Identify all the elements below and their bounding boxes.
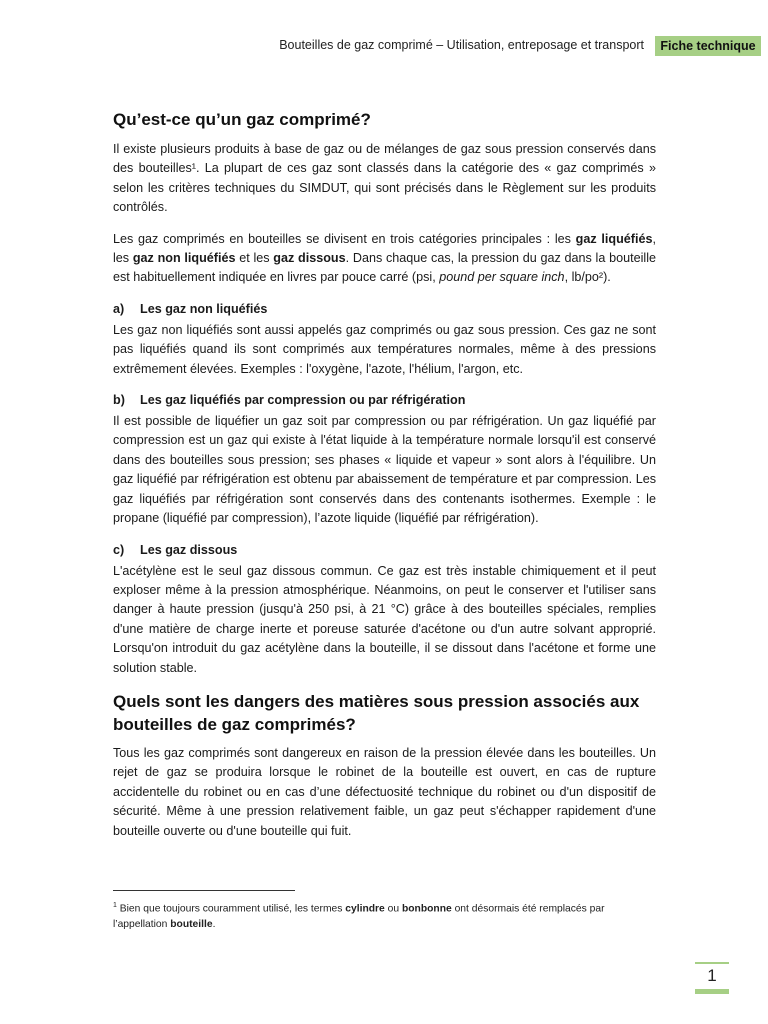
page-number-box (695, 962, 729, 994)
italic-term: pound per square inch (439, 270, 565, 285)
subsection-b-text: Il est possible de liquéfier un gaz soit par compression ou par réfrigération. Un gaz liquéfié par compression est un gaz qui existe à l'état liquide à la température normale lorsqu'il est conservé dans des bouteilles sous pression; ses phases « liquide et vapeur » sont alors à l'équilibre. Un gaz liquéfié par réfrigération est obtenu par abaissement de température et par compression. Les gaz liquéfiés par réfrigération sont conservés dans des contenants isothermes. Exemple : le propane (liquéfié par compression), l’azote liquide (liquéfié par réfrigération). (113, 414, 656, 526)
page-header (0, 36, 768, 58)
subsection-letter: a) (113, 301, 125, 316)
footnote-separator (113, 890, 295, 891)
bold-cylindre: cylindre (345, 903, 385, 915)
text-run: ou (384, 903, 402, 915)
text-run: , les (113, 231, 656, 266)
page-number-bottom-rule (695, 989, 729, 994)
subsection-c-heading (113, 541, 656, 560)
section1-paragraph-2 (113, 230, 656, 288)
subsection-title: Les gaz non liquéfiés (140, 301, 268, 316)
text-run: . (212, 919, 216, 931)
text-run: Les gaz comprimés en bouteilles se divisent en trois catégories principales : les (113, 231, 576, 246)
footnote-mark: 1 (113, 902, 117, 909)
bold-bouteille: bouteille (170, 919, 213, 931)
bold-gaz-liquefies: gaz liquéfiés (575, 231, 653, 246)
text-run: , lb/po²). (564, 270, 611, 285)
subsection-c-text: L'acétylène est le seul gaz dissous commun. Ce gaz est très instable chimiquement et il peut exploser même à la pression atmosphérique. Néanmoins, on peut le conserver et l'utiliser sans danger à haute pression (jusqu'à 250 psi, à 21 °C) grâce à des bouteilles spéciales, remplies d'une matière de charge inerte et poreuse saturée d'acétone ou d'un autre solvant approprié. Lorsqu'on introduit du gaz acétylène dans la bouteille, il se dissout dans l'acétone et forme une solution stable. (113, 563, 656, 675)
section1-paragraph-1: Il existe plusieurs produits à base de gaz ou de mélanges de gaz sous pression conservés dans des bouteilles¹. La plupart de ces gaz sont classés dans la catégorie des « gaz comprimés » selon les critères techniques du SIMDUT, qui sont précisés dans le Règlement sur les produits contrôlés. (113, 142, 656, 215)
subsection-a-heading (113, 300, 656, 319)
main-content (113, 110, 656, 853)
text-run: et les (235, 251, 274, 266)
subsection-b-heading (113, 391, 656, 410)
subsection-letter: c) (113, 542, 125, 557)
header-title: Bouteilles de gaz comprimé – Utilisation, entreposage et transport (279, 38, 644, 52)
footnote (113, 898, 658, 933)
section2-title: Quels sont les dangers des matières sous pression associés aux bouteilles de gaz comprimés? (113, 691, 640, 734)
section2-paragraph-1: Tous les gaz comprimés sont dangereux en raison de la pression élevée dans les bouteilles. Un rejet de gaz se produira lorsque le robinet de la bouteille est ouvert, en cas de rupture accidentelle du robinet ou en cas d’une défectuosité technique du robinet ou d'un dispositif de sécurité. Même à une pression relativement faible, un gaz peut s'échapper rapidement d'une bouteille ouverte ou d'une bouteille qui fuit. (113, 745, 656, 838)
subsection-letter: b) (113, 393, 125, 408)
bold-bonbonne: bonbonne (401, 903, 452, 915)
subsection-title: Les gaz liquéfiés par compression ou par réfrigération (140, 393, 466, 408)
bold-gaz-dissous: gaz dissous (273, 251, 346, 266)
bold-gaz-non-liquefies: gaz non liquéfiés (132, 251, 236, 266)
subsection-title: Les gaz dissous (140, 542, 238, 557)
section1-title: Qu’est-ce qu’un gaz comprimé? (113, 110, 371, 129)
header-badge: Fiche technique (655, 36, 761, 56)
text-run: . Dans chaque cas, la pression du gaz dans la bouteille est habituellement indiquée en livres par pouce carré (psi, (113, 251, 657, 285)
text-run: ont désormais été remplacés par l’appellation (113, 903, 605, 931)
page-number: 1 (707, 966, 717, 985)
subsection-a-text: Les gaz non liquéfiés sont aussi appelés gaz comprimés ou gaz sous pression. Ces gaz ne sont pas liquéfiés quand ils sont comprimés aux températures normales, même à des pressions extrêmement élevées. Exemples : l'oxygène, l'azote, l'hélium, l'argon, etc. (113, 322, 656, 376)
text-run: Bien que toujours couramment utilisé, les termes (116, 903, 346, 915)
